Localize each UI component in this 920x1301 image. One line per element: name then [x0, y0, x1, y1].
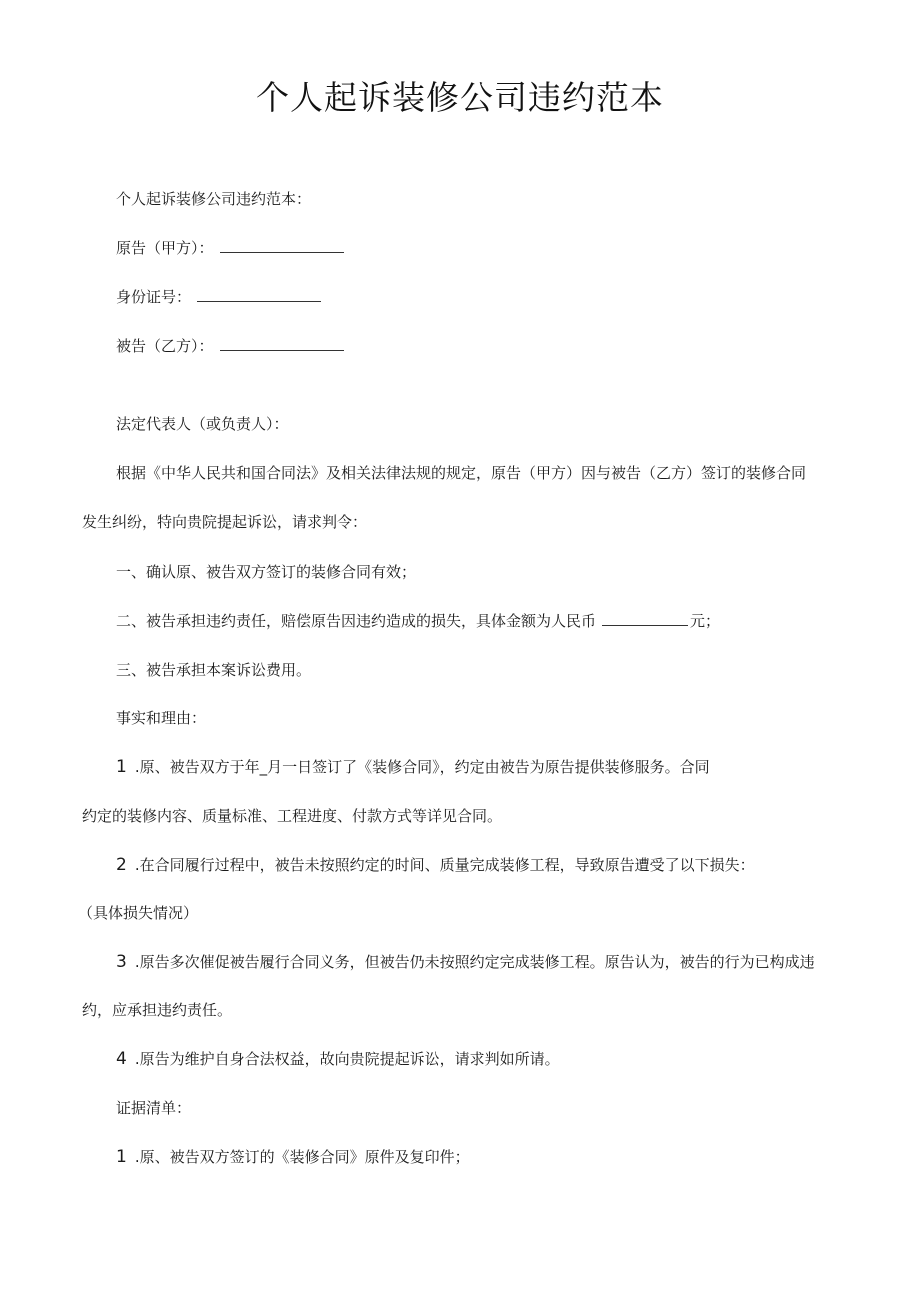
claim-2 [116, 611, 720, 631]
fact-1-text: .原、被告双方于年_月一日签订了《装修合同》，约定由被告为原告提供装修服务。合同 [134, 758, 710, 776]
fact-4 [116, 1049, 560, 1069]
fact-2-line2: （具体损失情况） [78, 904, 199, 922]
defendant-line [116, 336, 344, 356]
evidence-1-text: .原、被告双方签订的《装修合同》原件及复印件； [134, 1148, 470, 1166]
fact-1-line1 [116, 757, 710, 777]
fact-1-line2: 约定的装修内容、质量标准、工程进度、付款方式等详见合同。 [82, 807, 503, 825]
id-line [116, 287, 321, 307]
fact-2-number: 2 [116, 855, 127, 875]
plaintiff-label: 原告（甲方）： [116, 239, 214, 257]
fact-3-number: 3 [116, 952, 127, 972]
fact-3-line1 [116, 952, 815, 972]
fact-1-number: 1 [116, 757, 127, 777]
id-blank [197, 287, 321, 302]
fact-2-text: .在合同履行过程中，被告未按照约定的时间、质量完成装修工程，导致原告遭受了以下损失： [134, 856, 755, 874]
legal-rep-line: 法定代表人（或负责人）： [116, 415, 289, 433]
claim-1: 一、确认原、被告双方签订的装修合同有效； [116, 563, 417, 581]
fact-4-number: 4 [116, 1049, 127, 1069]
evidence-heading: 证据清单： [116, 1099, 192, 1117]
plaintiff-line [116, 238, 344, 258]
fact-4-text: .原告为维护自身合法权益，故向贵院提起诉讼，请求判如所请。 [134, 1050, 560, 1068]
evidence-1 [116, 1147, 470, 1167]
defendant-label: 被告（乙方）： [116, 337, 214, 355]
claim-2-unit: 元； [690, 612, 721, 630]
defendant-blank [220, 336, 344, 351]
fact-3-line2: 约，应承担违约责任。 [82, 1001, 233, 1019]
para1-line2: 发生纠纷，特向贵院提起诉讼，请求判令： [82, 513, 368, 531]
para1-line1: 根据《中华人民共和国合同法》及相关法律法规的规定，原告（甲方）因与被告（乙方）签订的装修合同 [116, 464, 807, 482]
claim-2-text: 二、被告承担违约责任，赔偿原告因违约造成的损失，具体金额为人民币 [116, 612, 597, 630]
plaintiff-blank [220, 238, 344, 253]
page-title: 个人起诉装修公司违约范本 [256, 78, 664, 117]
facts-heading: 事实和理由： [116, 709, 207, 727]
fact-2-line1 [116, 855, 755, 875]
evidence-1-number: 1 [116, 1147, 127, 1167]
id-label: 身份证号： [116, 288, 192, 306]
intro-line: 个人起诉装修公司违约范本： [116, 190, 312, 208]
amount-blank [602, 611, 688, 626]
claim-3: 三、被告承担本案诉讼费用。 [116, 661, 312, 679]
fact-3-text: .原告多次催促被告履行合同义务，但被告仍未按照约定完成装修工程。原告认为，被告的行为已构成违 [134, 953, 815, 971]
